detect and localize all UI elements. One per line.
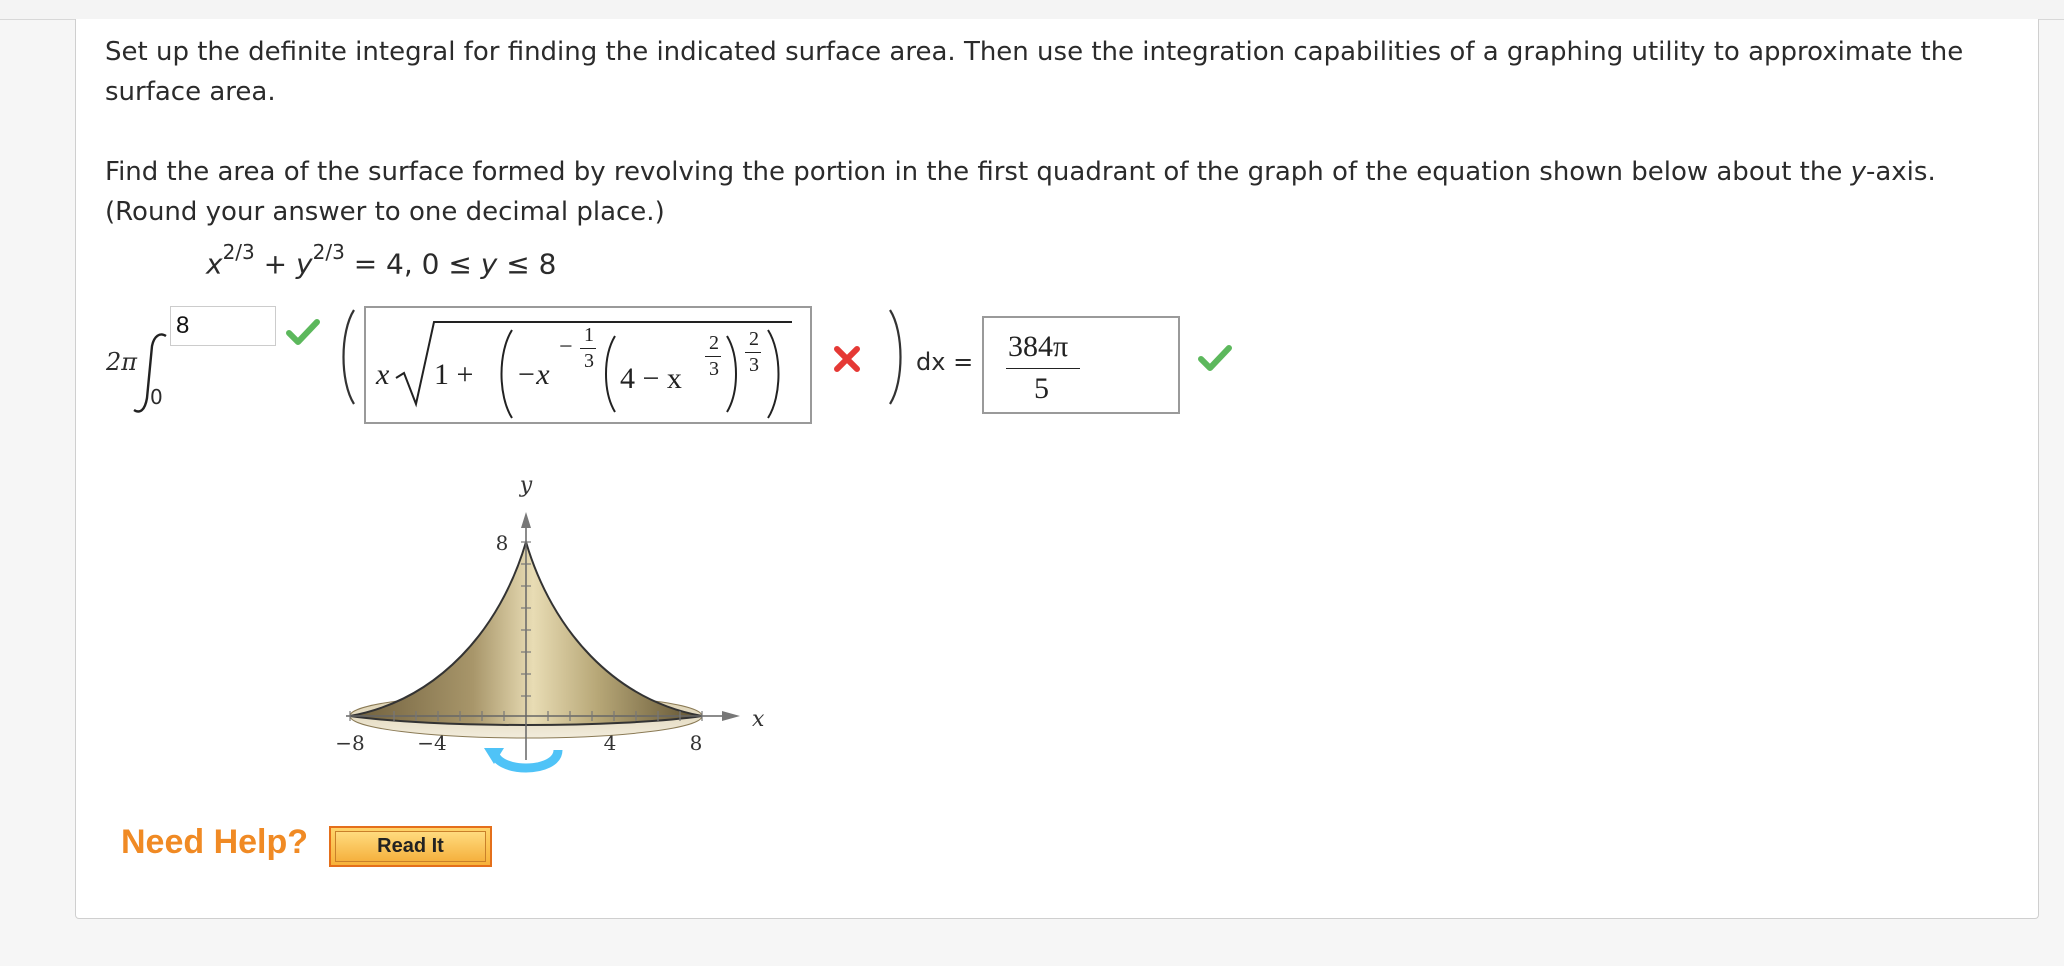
integrand-incorrect-x-icon bbox=[832, 344, 862, 374]
exponent-2-numerator: 2 bbox=[709, 332, 719, 354]
result-answer-box[interactable] bbox=[982, 316, 1180, 414]
inner-left-paren bbox=[494, 328, 516, 420]
question-line-1-b: -axis. bbox=[1865, 157, 1936, 187]
lower-limit: 0 bbox=[150, 385, 163, 409]
x-axis-label: x bbox=[752, 707, 765, 732]
question-line-2: (Round your answer to one decimal place.) bbox=[105, 197, 665, 227]
question-variable: y bbox=[1850, 157, 1866, 187]
result-fraction-bar bbox=[1006, 368, 1080, 369]
integrand-neg-x: −x bbox=[516, 358, 550, 391]
question-line-1 bbox=[105, 152, 2005, 192]
equation-rest-y: y bbox=[480, 247, 498, 281]
surface-graph bbox=[318, 460, 778, 790]
equation-rest-a: = 4, 0 ≤ bbox=[344, 247, 481, 281]
result-numerator: 384π bbox=[1008, 330, 1069, 363]
question-line-1-a: Find the area of the surface formed by revolving the portion in the first quadrant of the graph of the equation shown below about the bbox=[105, 157, 1851, 187]
exponent-3-bar bbox=[745, 352, 761, 353]
inner-right-paren bbox=[764, 328, 786, 420]
integrand-answer-box[interactable] bbox=[364, 306, 812, 424]
equation-y: y bbox=[296, 247, 313, 281]
y-axis-label: y bbox=[519, 473, 533, 498]
result-denominator: 5 bbox=[1034, 372, 1049, 405]
integrand-one-plus: 1 + bbox=[434, 358, 474, 391]
inner-left-paren-2 bbox=[600, 334, 618, 414]
x-tick-label: −4 bbox=[417, 731, 447, 755]
top-strip bbox=[0, 0, 2064, 20]
x-tick-label: 8 bbox=[689, 731, 703, 755]
exponent-1-denominator: 3 bbox=[584, 350, 594, 372]
exponent-3-numerator: 2 bbox=[749, 328, 759, 350]
x-tick-label: 4 bbox=[603, 731, 617, 755]
equation-plus: + bbox=[254, 247, 297, 281]
dx-label bbox=[916, 348, 973, 376]
integrand-x: x bbox=[376, 358, 390, 391]
inner-right-paren-2 bbox=[724, 334, 742, 414]
need-help-label: Need Help? bbox=[121, 823, 309, 861]
upper-limit-input[interactable] bbox=[170, 306, 276, 346]
exponent-2-denominator: 3 bbox=[709, 358, 719, 380]
instructions-line-2: surface area. bbox=[105, 77, 276, 107]
exponent-minus: − bbox=[559, 334, 573, 360]
read-it-button[interactable] bbox=[329, 826, 492, 867]
equation bbox=[206, 240, 557, 281]
equation-exp-1: 2/3 bbox=[222, 240, 255, 264]
y-tick-label-8: 8 bbox=[495, 531, 509, 555]
instructions-line-1: Set up the definite integral for finding the indicated surface area. Then use the integration capabilities of a graphing utility to approximate the bbox=[105, 37, 1964, 67]
result-check-icon bbox=[1198, 344, 1232, 372]
x-axis-arrow bbox=[722, 711, 740, 721]
exponent-1-bar bbox=[580, 348, 596, 349]
equation-exp-2: 2/3 bbox=[312, 240, 345, 264]
y-axis-arrow bbox=[521, 512, 531, 528]
right-paren bbox=[884, 306, 910, 408]
upper-limit-check-icon bbox=[286, 318, 320, 346]
read-it-label: Read It bbox=[377, 835, 444, 857]
question-text bbox=[105, 152, 2005, 232]
equation-x: x bbox=[206, 247, 223, 281]
exponent-3-denominator: 3 bbox=[749, 354, 759, 376]
integrand-four-minus-x: 4 − x bbox=[620, 362, 682, 395]
instructions-text bbox=[105, 32, 2005, 112]
read-it-button-inner bbox=[335, 831, 486, 862]
exponent-1-numerator: 1 bbox=[584, 324, 594, 346]
dx-text: dx = bbox=[916, 348, 974, 376]
left-paren bbox=[334, 306, 360, 408]
exponent-2-bar bbox=[705, 356, 721, 357]
x-tick-label: −8 bbox=[335, 731, 365, 755]
equation-rest-b: ≤ 8 bbox=[497, 247, 557, 281]
integral-coefficient: 2π bbox=[106, 348, 138, 376]
